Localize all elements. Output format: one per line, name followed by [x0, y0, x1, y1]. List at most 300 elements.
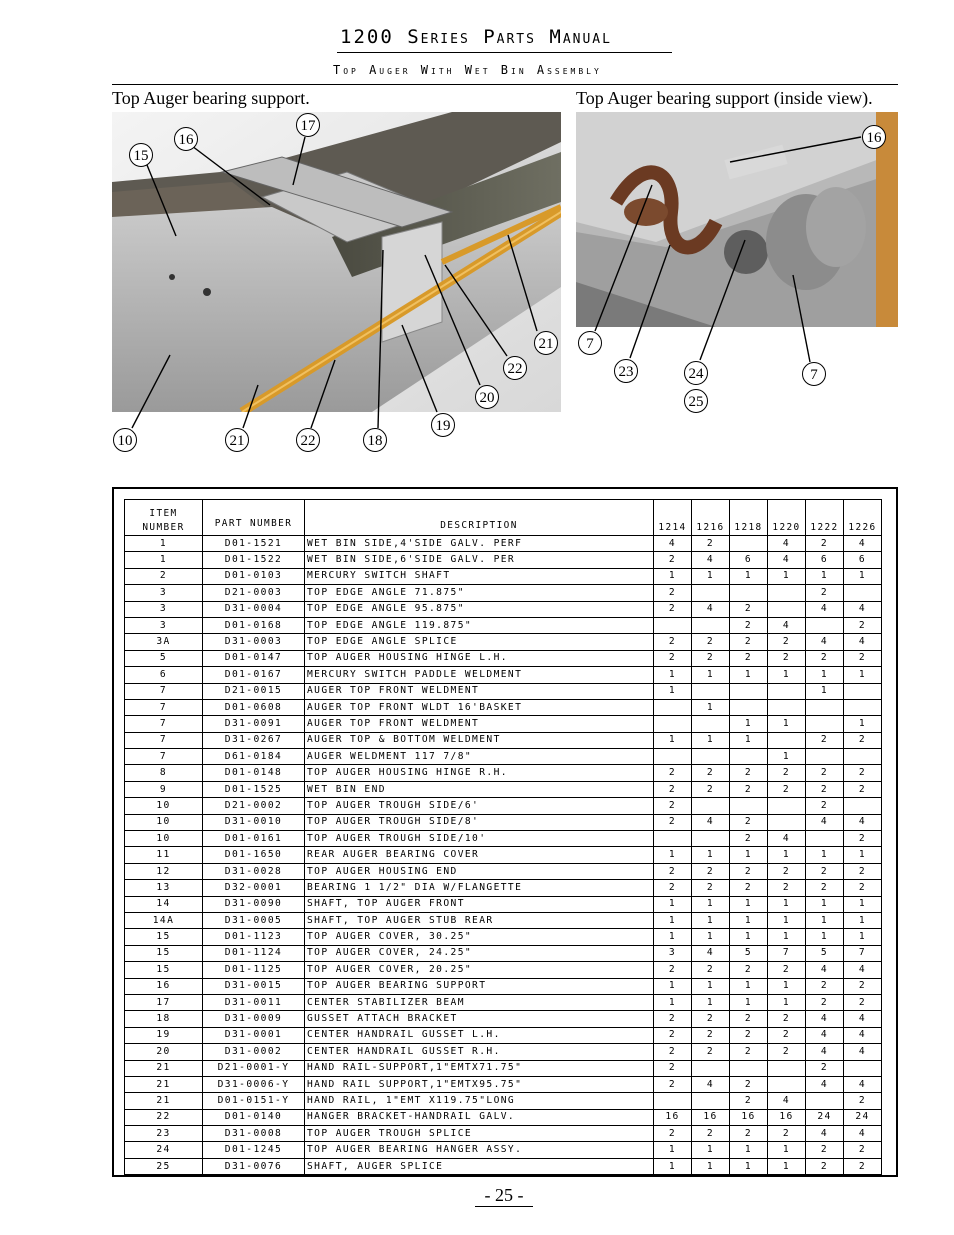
cell-quantity: 2: [730, 1044, 768, 1060]
cell-quantity: 1: [806, 847, 844, 863]
cell-item-number: 11: [125, 847, 203, 863]
header-item-number: ITEM NUMBER: [125, 500, 203, 536]
cell-quantity: [730, 683, 768, 699]
cell-quantity: 2: [806, 1060, 844, 1076]
cell-part-number: D01-1125: [203, 962, 305, 978]
cell-quantity: 2: [806, 1142, 844, 1158]
cell-quantity: 1: [806, 568, 844, 584]
cell-quantity: 4: [806, 601, 844, 617]
cell-description: TOP AUGER COVER, 30.25": [305, 929, 654, 945]
cell-quantity: [692, 1060, 730, 1076]
cell-quantity: 1: [844, 847, 882, 863]
header-description: DESCRIPTION: [305, 500, 654, 536]
callout-24: 24: [684, 361, 708, 385]
cell-description: HANGER BRACKET-HANDRAIL GALV.: [305, 1109, 654, 1125]
cell-quantity: 1: [768, 847, 806, 863]
callout-18: 18: [363, 428, 387, 452]
cell-quantity: 1: [692, 929, 730, 945]
cell-quantity: [654, 716, 692, 732]
cell-quantity: 2: [730, 1011, 768, 1027]
cell-quantity: 1: [730, 1158, 768, 1174]
cell-part-number: D01-1245: [203, 1142, 305, 1158]
cell-quantity: 1: [654, 912, 692, 928]
cell-quantity: 1: [692, 978, 730, 994]
cell-description: AUGER TOP & BOTTOM WELDMENT: [305, 732, 654, 748]
table-row: [125, 667, 882, 683]
cell-quantity: 1: [692, 699, 730, 715]
cell-quantity: 1: [692, 994, 730, 1010]
cell-item-number: 21: [125, 1076, 203, 1092]
cell-quantity: [806, 716, 844, 732]
cell-part-number: D01-0148: [203, 765, 305, 781]
cell-quantity: 4: [692, 814, 730, 830]
table-row: [125, 798, 882, 814]
cell-part-number: D31-0011: [203, 994, 305, 1010]
cell-item-number: 15: [125, 945, 203, 961]
cell-quantity: 1: [692, 568, 730, 584]
cell-quantity: [692, 831, 730, 847]
cell-item-number: 14: [125, 896, 203, 912]
cell-quantity: 2: [806, 978, 844, 994]
table-row: [125, 978, 882, 994]
cell-quantity: 2: [654, 781, 692, 797]
cell-quantity: 1: [768, 978, 806, 994]
cell-quantity: 2: [844, 1142, 882, 1158]
photo-bearing-support-inside: [576, 112, 898, 327]
cell-quantity: 2: [844, 880, 882, 896]
callout-16: 16: [174, 127, 198, 151]
parts-table-header: [125, 500, 882, 536]
callout-17: 17: [296, 113, 320, 137]
cell-quantity: 2: [730, 650, 768, 666]
cell-description: TOP AUGER TROUGH SIDE/10': [305, 831, 654, 847]
cell-quantity: 2: [730, 765, 768, 781]
cell-quantity: 1: [844, 667, 882, 683]
cell-quantity: 6: [806, 552, 844, 568]
header-model: 1220: [768, 500, 806, 536]
header-part-number: PART NUMBER: [203, 500, 305, 536]
cell-quantity: 2: [768, 863, 806, 879]
cell-quantity: 2: [692, 536, 730, 552]
table-row: [125, 552, 882, 568]
cell-quantity: 4: [844, 1027, 882, 1043]
cell-part-number: D21-0002: [203, 798, 305, 814]
cell-quantity: 2: [692, 880, 730, 896]
cell-quantity: [806, 749, 844, 765]
cell-part-number: D21-0003: [203, 585, 305, 601]
cell-part-number: D31-0010: [203, 814, 305, 830]
cell-part-number: D01-0140: [203, 1109, 305, 1125]
cell-quantity: 2: [730, 617, 768, 633]
cell-part-number: D31-0091: [203, 716, 305, 732]
cell-quantity: 2: [730, 634, 768, 650]
cell-part-number: D31-0015: [203, 978, 305, 994]
cell-quantity: 1: [844, 568, 882, 584]
cell-quantity: 2: [768, 1044, 806, 1060]
parts-table: [124, 499, 882, 1175]
cell-part-number: D31-0001: [203, 1027, 305, 1043]
cell-quantity: [730, 1060, 768, 1076]
cell-quantity: 1: [654, 994, 692, 1010]
cell-quantity: 1: [692, 1142, 730, 1158]
cell-item-number: 3: [125, 585, 203, 601]
cell-description: AUGER WELDMENT 117 7/8": [305, 749, 654, 765]
cell-quantity: 2: [844, 978, 882, 994]
cell-quantity: 2: [844, 781, 882, 797]
cell-quantity: 1: [844, 929, 882, 945]
header-model: 1222: [806, 500, 844, 536]
cell-description: TOP EDGE ANGLE 71.875": [305, 585, 654, 601]
parts-table-frame: [112, 487, 898, 1177]
cell-quantity: [768, 601, 806, 617]
cell-quantity: 2: [844, 617, 882, 633]
cell-quantity: 2: [692, 634, 730, 650]
cell-quantity: 2: [806, 585, 844, 601]
cell-item-number: 9: [125, 781, 203, 797]
cell-quantity: 1: [768, 994, 806, 1010]
callout-15: 15: [129, 143, 153, 167]
cell-quantity: 2: [806, 536, 844, 552]
cell-quantity: 1: [806, 683, 844, 699]
cell-quantity: 16: [768, 1109, 806, 1125]
cell-description: AUGER TOP FRONT WELDMENT: [305, 683, 654, 699]
cell-part-number: D01-1522: [203, 552, 305, 568]
table-row: [125, 617, 882, 633]
cell-quantity: [768, 683, 806, 699]
table-row: [125, 847, 882, 863]
cell-quantity: 1: [654, 568, 692, 584]
cell-quantity: 4: [768, 1093, 806, 1109]
cell-item-number: 7: [125, 716, 203, 732]
callout-25: 25: [684, 389, 708, 413]
table-row: [125, 945, 882, 961]
callout-21-bottom: 21: [225, 428, 249, 452]
cell-item-number: 20: [125, 1044, 203, 1060]
callout-10: 10: [113, 428, 137, 452]
cell-quantity: [844, 699, 882, 715]
cell-description: TOP EDGE ANGLE 95.875": [305, 601, 654, 617]
cell-part-number: D01-0608: [203, 699, 305, 715]
header-divider: [112, 84, 898, 85]
cell-part-number: D01-1123: [203, 929, 305, 945]
table-row: [125, 601, 882, 617]
cell-quantity: 2: [768, 1027, 806, 1043]
cell-quantity: 2: [654, 650, 692, 666]
cell-quantity: 2: [654, 634, 692, 650]
cell-quantity: 1: [730, 896, 768, 912]
cell-quantity: 1: [654, 1158, 692, 1174]
cell-quantity: [692, 798, 730, 814]
cell-part-number: D21-0001-Y: [203, 1060, 305, 1076]
cell-quantity: [692, 585, 730, 601]
cell-quantity: 6: [844, 552, 882, 568]
table-row: [125, 568, 882, 584]
cell-item-number: 7: [125, 732, 203, 748]
cell-item-number: 1: [125, 536, 203, 552]
cell-quantity: 4: [806, 814, 844, 830]
cell-description: TOP AUGER BEARING SUPPORT: [305, 978, 654, 994]
cell-description: MERCURY SWITCH SHAFT: [305, 568, 654, 584]
cell-quantity: 1: [654, 929, 692, 945]
cell-quantity: 2: [844, 863, 882, 879]
cell-part-number: D01-0151-Y: [203, 1093, 305, 1109]
cell-quantity: [768, 1060, 806, 1076]
cell-description: AUGER TOP FRONT WELDMENT: [305, 716, 654, 732]
cell-quantity: 1: [806, 912, 844, 928]
cell-part-number: D01-1521: [203, 536, 305, 552]
cell-quantity: [844, 585, 882, 601]
cell-quantity: [654, 699, 692, 715]
table-row: [125, 1044, 882, 1060]
cell-quantity: 4: [844, 601, 882, 617]
cell-quantity: 5: [730, 945, 768, 961]
cell-part-number: D31-0028: [203, 863, 305, 879]
cell-quantity: [692, 683, 730, 699]
cell-quantity: 4: [654, 536, 692, 552]
page-number: - 25 -: [484, 1185, 524, 1205]
cell-description: TOP AUGER HOUSING END: [305, 863, 654, 879]
cell-quantity: 2: [806, 1158, 844, 1174]
cell-quantity: [806, 831, 844, 847]
cell-quantity: 1: [730, 978, 768, 994]
cell-quantity: [768, 732, 806, 748]
cell-item-number: 12: [125, 863, 203, 879]
cell-quantity: [806, 617, 844, 633]
cell-quantity: 2: [730, 1093, 768, 1109]
cell-quantity: 2: [730, 1076, 768, 1092]
cell-quantity: 2: [806, 781, 844, 797]
cell-quantity: 2: [654, 1011, 692, 1027]
cell-quantity: 2: [730, 880, 768, 896]
table-row: [125, 912, 882, 928]
cell-quantity: 4: [806, 1126, 844, 1142]
table-row: [125, 699, 882, 715]
cell-description: CENTER HANDRAIL GUSSET L.H.: [305, 1027, 654, 1043]
cell-quantity: 2: [692, 962, 730, 978]
cell-quantity: 5: [806, 945, 844, 961]
cell-quantity: 4: [844, 634, 882, 650]
cell-item-number: 10: [125, 831, 203, 847]
cell-item-number: 1: [125, 552, 203, 568]
cell-quantity: 1: [806, 667, 844, 683]
cell-quantity: 2: [806, 650, 844, 666]
table-row: [125, 1027, 882, 1043]
cell-item-number: 7: [125, 683, 203, 699]
cell-item-number: 8: [125, 765, 203, 781]
cell-quantity: 2: [806, 732, 844, 748]
cell-quantity: 2: [730, 781, 768, 797]
table-row: [125, 536, 882, 552]
cell-quantity: [806, 1093, 844, 1109]
cell-quantity: [654, 749, 692, 765]
cell-quantity: 2: [768, 765, 806, 781]
cell-quantity: [806, 699, 844, 715]
table-row: [125, 962, 882, 978]
table-row: [125, 994, 882, 1010]
callout-23: 23: [614, 359, 638, 383]
cell-quantity: 1: [730, 667, 768, 683]
cell-quantity: 2: [730, 863, 768, 879]
table-row: [125, 716, 882, 732]
cell-item-number: 19: [125, 1027, 203, 1043]
cell-description: SHAFT, AUGER SPLICE: [305, 1158, 654, 1174]
cell-quantity: 2: [730, 1027, 768, 1043]
cell-quantity: 16: [654, 1109, 692, 1125]
cell-quantity: 2: [730, 601, 768, 617]
cell-quantity: [768, 798, 806, 814]
cell-description: TOP AUGER TROUGH SPLICE: [305, 1126, 654, 1142]
cell-quantity: [768, 814, 806, 830]
cell-description: REAR AUGER BEARING COVER: [305, 847, 654, 863]
callout-19: 19: [431, 413, 455, 437]
cell-quantity: 1: [768, 716, 806, 732]
cell-quantity: 4: [844, 1011, 882, 1027]
cell-quantity: 1: [730, 568, 768, 584]
cell-item-number: 18: [125, 1011, 203, 1027]
cell-part-number: D01-1525: [203, 781, 305, 797]
cell-part-number: D61-0184: [203, 749, 305, 765]
table-row: [125, 1109, 882, 1125]
cell-item-number: 25: [125, 1158, 203, 1174]
table-row: [125, 765, 882, 781]
cell-description: WET BIN SIDE,6'SIDE GALV. PER: [305, 552, 654, 568]
cell-description: WET BIN SIDE,4'SIDE GALV. PERF: [305, 536, 654, 552]
cell-quantity: 2: [730, 831, 768, 847]
table-row: [125, 650, 882, 666]
cell-part-number: D31-0005: [203, 912, 305, 928]
title-underline: [337, 52, 672, 53]
cell-quantity: 4: [768, 552, 806, 568]
cell-description: HAND RAIL SUPPORT,1"EMTX95.75": [305, 1076, 654, 1092]
cell-quantity: 1: [730, 1142, 768, 1158]
cell-quantity: [654, 831, 692, 847]
callout-20: 20: [475, 385, 499, 409]
cell-quantity: 1: [692, 896, 730, 912]
cell-item-number: 15: [125, 929, 203, 945]
cell-quantity: 1: [844, 896, 882, 912]
cell-description: MERCURY SWITCH PADDLE WELDMENT: [305, 667, 654, 683]
cell-quantity: 4: [806, 1011, 844, 1027]
callout-22-right: 22: [503, 356, 527, 380]
cell-quantity: 2: [692, 781, 730, 797]
cell-quantity: 4: [768, 536, 806, 552]
cell-part-number: D32-0001: [203, 880, 305, 896]
table-row: [125, 1093, 882, 1109]
cell-quantity: 1: [806, 896, 844, 912]
cell-quantity: [692, 1093, 730, 1109]
cell-quantity: 1: [692, 667, 730, 683]
table-row: [125, 880, 882, 896]
cell-quantity: 2: [654, 798, 692, 814]
cell-part-number: D01-0167: [203, 667, 305, 683]
cell-item-number: 7: [125, 749, 203, 765]
cell-quantity: 1: [768, 1158, 806, 1174]
cell-quantity: 1: [768, 896, 806, 912]
cell-quantity: 2: [654, 1027, 692, 1043]
cell-quantity: 1: [768, 568, 806, 584]
cell-quantity: 1: [692, 732, 730, 748]
cell-part-number: D31-0090: [203, 896, 305, 912]
cell-quantity: 2: [654, 585, 692, 601]
cell-quantity: 2: [654, 552, 692, 568]
cell-quantity: 2: [692, 1027, 730, 1043]
cell-part-number: D21-0015: [203, 683, 305, 699]
figure-1-caption: Top Auger bearing support.: [112, 88, 310, 108]
cell-quantity: 2: [806, 863, 844, 879]
cell-quantity: 1: [692, 1158, 730, 1174]
cell-quantity: 2: [806, 765, 844, 781]
cell-quantity: 4: [844, 962, 882, 978]
cell-quantity: 7: [844, 945, 882, 961]
cell-quantity: 4: [768, 831, 806, 847]
cell-item-number: 17: [125, 994, 203, 1010]
cell-quantity: 1: [768, 1142, 806, 1158]
cell-quantity: 1: [654, 667, 692, 683]
cell-description: TOP AUGER TROUGH SIDE/8': [305, 814, 654, 830]
cell-quantity: 2: [768, 634, 806, 650]
cell-description: TOP AUGER COVER, 20.25": [305, 962, 654, 978]
cell-quantity: 2: [768, 781, 806, 797]
cell-quantity: 2: [654, 880, 692, 896]
cell-quantity: 4: [844, 1126, 882, 1142]
cell-quantity: 3: [654, 945, 692, 961]
cell-item-number: 3: [125, 601, 203, 617]
cell-quantity: [692, 749, 730, 765]
figure-2-caption: Top Auger bearing support (inside view).: [576, 88, 873, 108]
cell-quantity: [844, 683, 882, 699]
cell-item-number: 21: [125, 1093, 203, 1109]
cell-description: TOP AUGER COVER, 24.25": [305, 945, 654, 961]
photo-bearing-support: [112, 112, 561, 412]
cell-description: TOP AUGER TROUGH SIDE/6': [305, 798, 654, 814]
cell-description: CENTER STABILIZER BEAM: [305, 994, 654, 1010]
cell-quantity: 1: [730, 929, 768, 945]
cell-quantity: 4: [806, 1027, 844, 1043]
cell-quantity: [730, 585, 768, 601]
cell-quantity: 2: [844, 994, 882, 1010]
cell-quantity: 1: [806, 929, 844, 945]
cell-item-number: 5: [125, 650, 203, 666]
cell-quantity: 2: [730, 962, 768, 978]
cell-part-number: D31-0003: [203, 634, 305, 650]
cell-quantity: 16: [692, 1109, 730, 1125]
cell-item-number: 6: [125, 667, 203, 683]
cell-quantity: 2: [654, 1126, 692, 1142]
cell-item-number: 13: [125, 880, 203, 896]
cell-quantity: [730, 536, 768, 552]
cell-quantity: 1: [730, 847, 768, 863]
cell-quantity: 4: [806, 1044, 844, 1060]
page-number-underline: [475, 1206, 533, 1207]
cell-quantity: 1: [654, 1142, 692, 1158]
cell-quantity: 2: [768, 880, 806, 896]
cell-part-number: D01-1124: [203, 945, 305, 961]
cell-item-number: 15: [125, 962, 203, 978]
cell-quantity: 2: [692, 650, 730, 666]
cell-description: TOP AUGER HOUSING HINGE R.H.: [305, 765, 654, 781]
table-row: [125, 896, 882, 912]
cell-quantity: 4: [806, 1076, 844, 1092]
cell-quantity: 2: [768, 1126, 806, 1142]
cell-quantity: 2: [654, 601, 692, 617]
cell-item-number: 23: [125, 1126, 203, 1142]
page-title: 1200 Series Parts Manual: [340, 26, 612, 48]
table-row: [125, 1142, 882, 1158]
cell-item-number: 2: [125, 568, 203, 584]
cell-quantity: [768, 1076, 806, 1092]
cell-quantity: [730, 749, 768, 765]
cell-quantity: 2: [654, 1044, 692, 1060]
